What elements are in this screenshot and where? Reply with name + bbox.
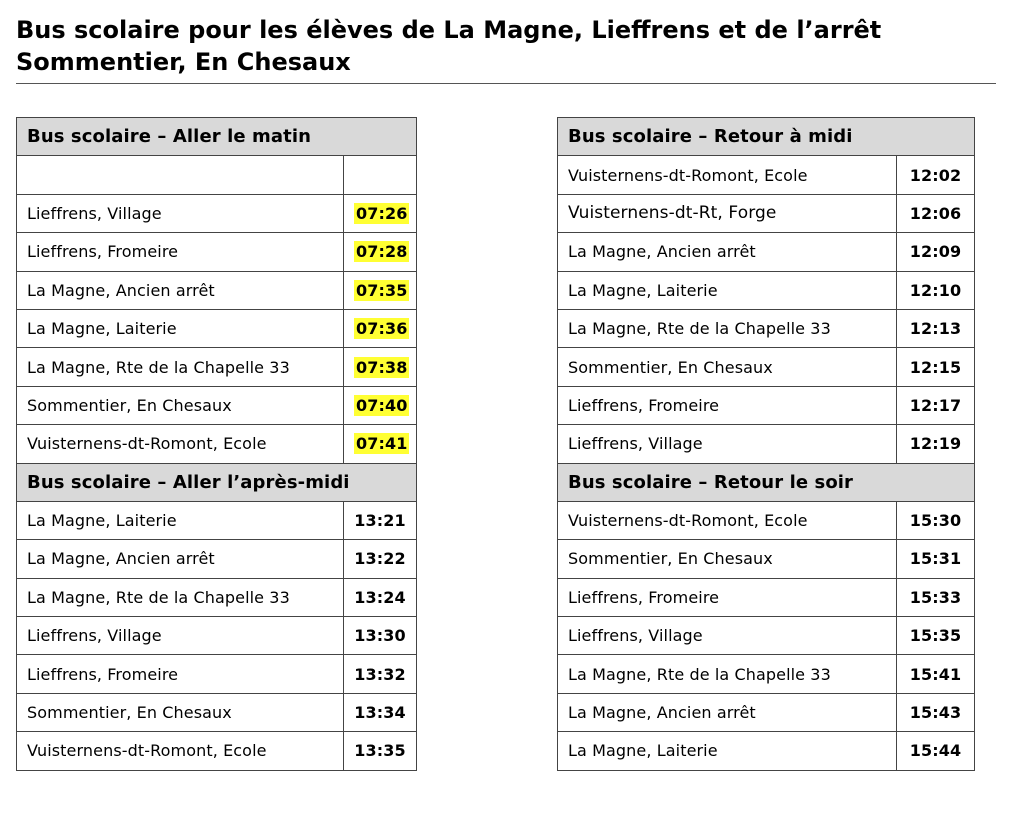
stop-name: Sommentier, En Chesaux [558,348,897,386]
stop-name: La Magne, Laiterie [558,732,897,770]
title-divider [16,83,996,84]
departure-time: 13:34 [344,693,417,731]
departure-time-cell [344,271,417,309]
table-row [17,386,417,424]
section-title: Bus scolaire – Retour le soir [558,463,975,501]
stop-name: Vuisternens-dt-Romont, Ecole [17,732,344,770]
departure-time: 15:33 [897,578,975,616]
highlighted-time: 07:41 [356,434,408,454]
departure-time: 13:24 [344,578,417,616]
highlighted-time: 07:38 [356,357,408,377]
departure-time: 15:44 [897,732,975,770]
departure-time: 13:32 [344,655,417,693]
section-header-morning [17,118,417,156]
table-row [17,309,417,347]
table-row [17,194,417,232]
table-row [558,309,975,347]
table-row [17,540,417,578]
highlighted-time: 07:40 [356,395,408,415]
table-row [17,578,417,616]
table-row [558,271,975,309]
schedule-table-outbound [16,117,417,771]
stop-name: La Magne, Rte de la Chapelle 33 [17,348,344,386]
stop-name: La Magne, Ancien arrêt [17,540,344,578]
departure-time: 12:06 [897,194,975,232]
departure-time: 15:35 [897,617,975,655]
departure-time: 15:43 [897,693,975,731]
departure-time: 12:09 [897,233,975,271]
table-row [17,655,417,693]
stop-name: La Magne, Ancien arrêt [558,233,897,271]
stop-name: La Magne, Ancien arrêt [558,693,897,731]
table-row [17,617,417,655]
table-row [558,425,975,463]
departure-time-cell [344,309,417,347]
departure-time-cell [344,233,417,271]
stop-name: La Magne, Rte de la Chapelle 33 [17,578,344,616]
table-row [558,617,975,655]
stop-name: Lieffrens, Fromeire [558,386,897,424]
departure-time: 13:35 [344,732,417,770]
departure-time-cell [344,386,417,424]
stop-name: Sommentier, En Chesaux [558,540,897,578]
highlighted-time: 07:28 [356,242,408,262]
section-header-evening [558,463,975,501]
table-row [558,732,975,770]
highlighted-time: 07:35 [356,280,408,300]
schedule-table-return [557,117,975,771]
highlighted-time: 07:36 [356,319,408,339]
stop-name: Vuisternens-dt-Rt, Forge [558,194,897,232]
departure-time: 15:30 [897,501,975,539]
table-row [558,578,975,616]
table-row [558,655,975,693]
departure-time [344,156,417,194]
stop-name: Lieffrens, Village [558,425,897,463]
stop-name: La Magne, Laiterie [17,309,344,347]
departure-time: 12:02 [897,156,975,194]
table-row [17,233,417,271]
page-title: Bus scolaire pour les élèves de La Magne, Lieffrens et de l’arrêt Sommentier, En Chesaux [16,16,882,76]
table-row [17,425,417,463]
departure-time: 13:30 [344,617,417,655]
stop-name: Lieffrens, Fromeire [17,655,344,693]
table-row [558,348,975,386]
departure-time: 13:22 [344,540,417,578]
table-row [558,501,975,539]
section-title: Bus scolaire – Aller l’après-midi [17,463,417,501]
stop-name: Vuisternens-dt-Romont, Ecole [558,501,897,539]
highlighted-time: 07:26 [356,203,408,223]
stop-name: Lieffrens, Village [17,194,344,232]
table-row [17,156,417,194]
stop-name: La Magne, Rte de la Chapelle 33 [558,309,897,347]
departure-time: 13:21 [344,501,417,539]
departure-time-cell [344,194,417,232]
departure-time: 12:15 [897,348,975,386]
stop-name: Lieffrens, Village [17,617,344,655]
stop-name: La Magne, Laiterie [558,271,897,309]
section-header-noon [558,118,975,156]
section-header-afternoon [17,463,417,501]
table-row [558,540,975,578]
table-row [558,693,975,731]
departure-time-cell [344,425,417,463]
departure-time: 12:17 [897,386,975,424]
stop-name: Sommentier, En Chesaux [17,386,344,424]
departure-time: 12:10 [897,271,975,309]
section-title: Bus scolaire – Retour à midi [558,118,975,156]
stop-name: La Magne, Rte de la Chapelle 33 [558,655,897,693]
stop-name [17,156,344,194]
departure-time: 15:41 [897,655,975,693]
table-row [558,233,975,271]
departure-time: 12:13 [897,309,975,347]
stop-name: Vuisternens-dt-Romont, Ecole [558,156,897,194]
stop-name: Sommentier, En Chesaux [17,693,344,731]
table-row [17,348,417,386]
stop-name: La Magne, Laiterie [17,501,344,539]
stop-name: Lieffrens, Fromeire [17,233,344,271]
stop-name: Lieffrens, Village [558,617,897,655]
departure-time: 15:31 [897,540,975,578]
departure-time-cell [344,348,417,386]
table-row [558,386,975,424]
stop-name: Vuisternens-dt-Romont, Ecole [17,425,344,463]
table-row [17,732,417,770]
table-row [17,693,417,731]
stop-name: La Magne, Ancien arrêt [17,271,344,309]
section-title: Bus scolaire – Aller le matin [17,118,417,156]
table-row [558,156,975,194]
departure-time: 12:19 [897,425,975,463]
table-row [17,501,417,539]
table-row [558,194,975,232]
stop-name: Lieffrens, Fromeire [558,578,897,616]
table-row [17,271,417,309]
